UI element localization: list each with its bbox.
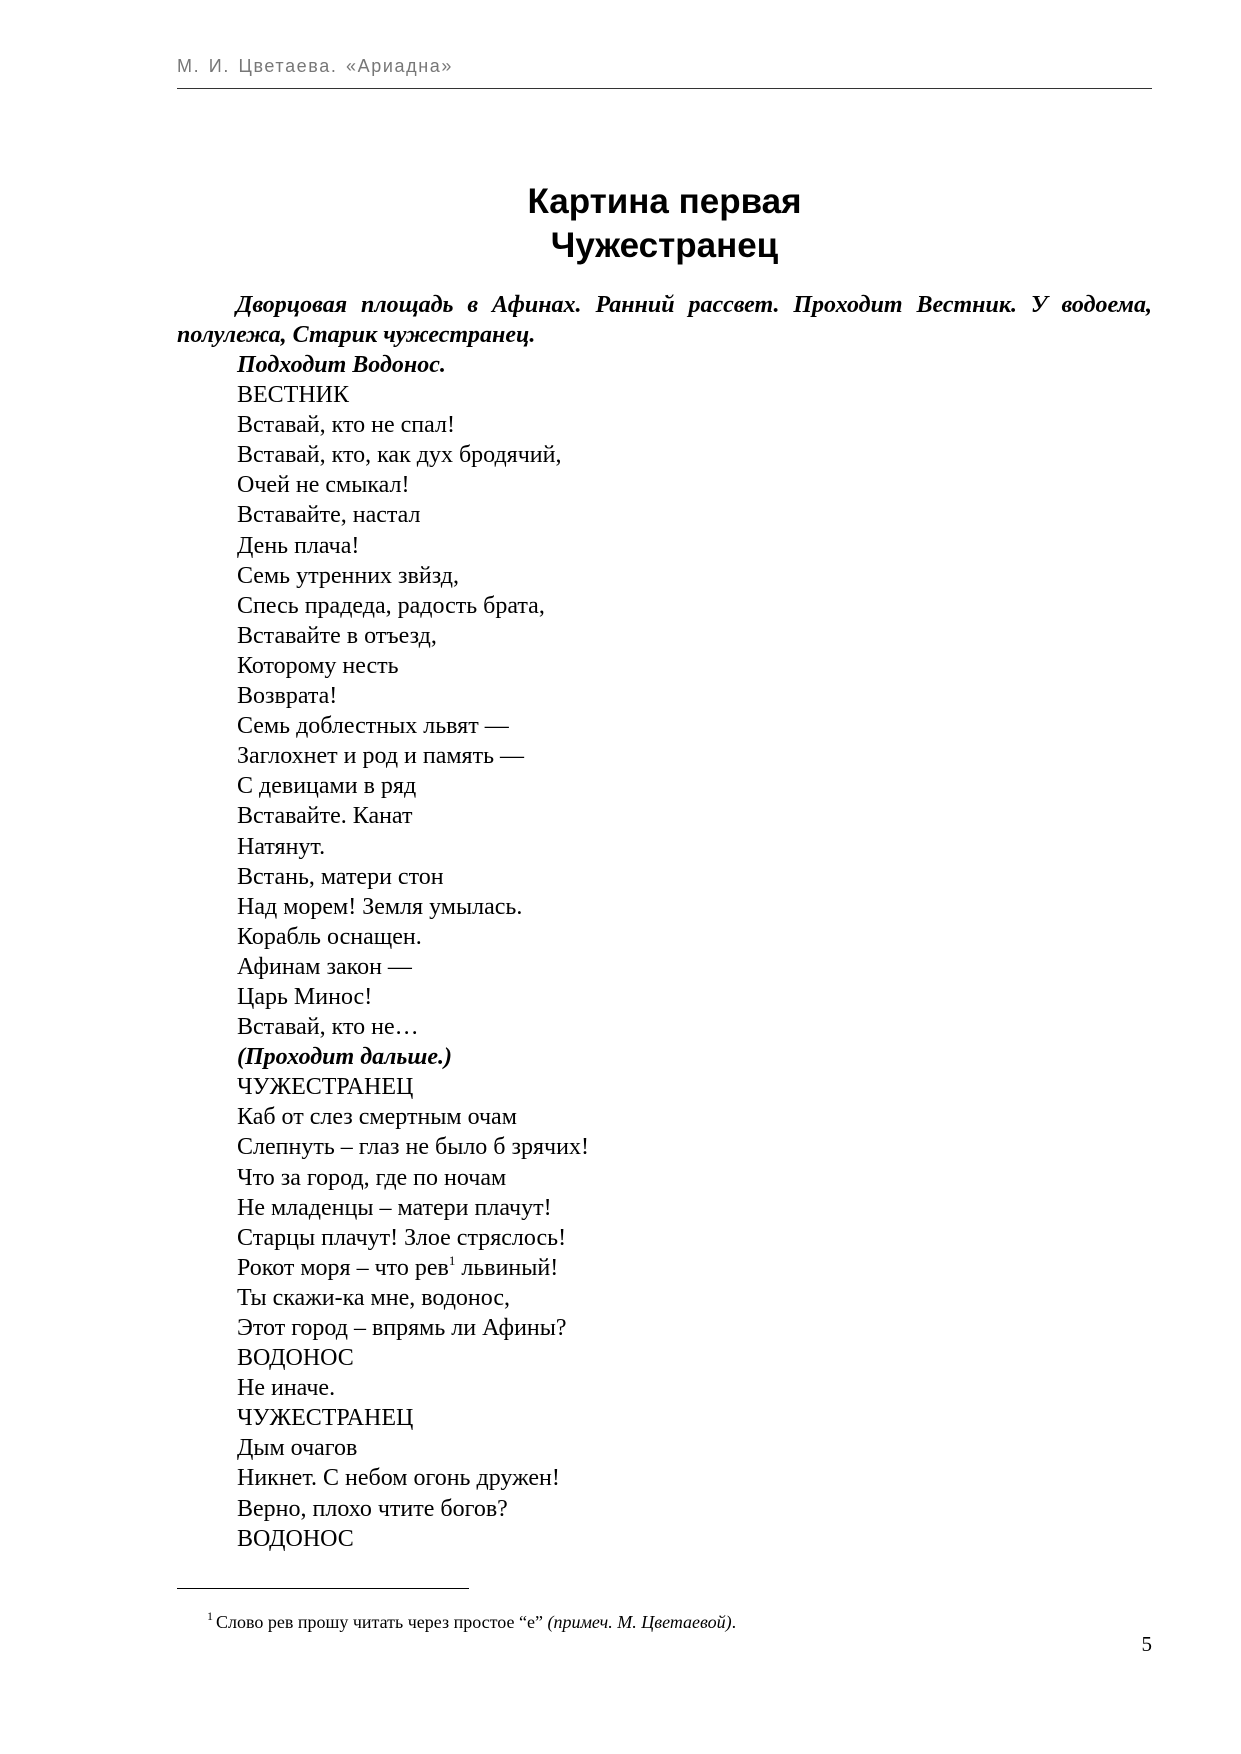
verse-line	[237, 1343, 1152, 1373]
verse-line	[237, 681, 1152, 711]
line-text: Никнет. С небом огонь дружен!	[237, 1465, 560, 1492]
line-text: (Проходит дальше.)	[237, 1044, 453, 1071]
verse-line	[237, 982, 1152, 1012]
line-text: Что за город, где по ночам	[237, 1164, 507, 1191]
verse-line	[237, 801, 1152, 831]
line-text: Не младенцы – матери плачут!	[237, 1194, 552, 1221]
line-text: Вставай, кто не…	[237, 1014, 419, 1041]
line-text: Вставайте. Канат	[237, 803, 413, 830]
verse-line	[237, 922, 1152, 952]
verse-line	[237, 591, 1152, 621]
stage-direction	[237, 1042, 1152, 1072]
line-text: Ты скажи-ка мне, водонос,	[237, 1284, 511, 1311]
line-text: Каб от слез смертным очам	[237, 1104, 517, 1131]
line-text: Афинам закон —	[237, 953, 412, 980]
verse-line	[237, 1163, 1152, 1193]
line-text: Возврата!	[237, 683, 338, 710]
stage-direction-intro: Дворцовая площадь в Афинах. Ранний рассвет. Проходит Вестник. У водоема, полулежа, Старик чужестранец.	[177, 292, 1152, 348]
verse-line	[237, 1283, 1152, 1313]
line-text: Семь утренних звйзд,	[237, 562, 459, 589]
line-text: Подходит Водонос.	[237, 352, 446, 378]
line-text: Заглохнет и род и память —	[237, 743, 525, 770]
verse-line	[237, 440, 1152, 470]
stage-direction	[237, 350, 1152, 380]
verse-line	[237, 741, 1152, 771]
verse-line	[237, 1463, 1152, 1493]
verse-line	[237, 771, 1152, 801]
line-text: Этот город – впрямь ли Афины?	[237, 1315, 567, 1341]
verse-line	[237, 862, 1152, 892]
footnote-mark: 1	[207, 1609, 213, 1623]
verse-line	[237, 1313, 1152, 1343]
line-text: ВОДОНОС	[237, 1345, 354, 1372]
line-text: ЧУЖЕСТРАНЕЦ	[237, 1405, 414, 1432]
verse-line	[237, 410, 1152, 440]
verse-line	[237, 561, 1152, 591]
verse-line	[237, 1012, 1152, 1042]
verse-line	[237, 651, 1152, 681]
verse-lines	[237, 350, 1152, 1554]
verse-line	[237, 500, 1152, 530]
line-text: Семь доблестных львят —	[237, 713, 509, 740]
footnote-rule	[177, 1588, 469, 1589]
line-text: Слепнуть – глаз не было б зрячих!	[237, 1134, 589, 1161]
line-text: Над морем! Земля умылась.	[237, 893, 523, 920]
verse-line	[237, 1433, 1152, 1463]
line-text: День плача!	[237, 532, 360, 559]
line-text: ВОДОНОС	[237, 1525, 354, 1552]
verse-line	[237, 1524, 1152, 1554]
verse-line	[237, 1373, 1152, 1403]
line-text: Корабль оснащен.	[237, 923, 422, 950]
verse-line	[237, 621, 1152, 651]
line-text: Натянут.	[237, 833, 326, 860]
line-text: Очей не смыкал!	[237, 472, 410, 499]
header-rule	[177, 88, 1152, 89]
verse-line	[237, 1102, 1152, 1132]
footnote-note: (примеч. М. Цветаевой)	[547, 1612, 732, 1632]
verse-line	[237, 832, 1152, 862]
line-text: Спесь прадеда, радость брата,	[237, 592, 545, 619]
scene-title: Картина первая	[527, 182, 802, 221]
verse-line	[237, 531, 1152, 561]
line-text: Царь Минос!	[237, 983, 373, 1010]
footnote-reference: 1	[448, 1252, 456, 1268]
page-number: 5	[1141, 1632, 1152, 1656]
line-text: Рокот моря – что рев	[237, 1254, 449, 1281]
footnote-text: Слово рев прошу читать через простое “е”	[216, 1612, 548, 1632]
verse-line	[237, 1223, 1152, 1253]
line-text: Не иначе.	[237, 1375, 336, 1402]
line-text: Вставай, кто не спал!	[237, 412, 455, 439]
verse-line	[237, 892, 1152, 922]
line-text: Верно, плохо чтите богов?	[237, 1495, 508, 1522]
line-text: ЧУЖЕСТРАНЕЦ	[237, 1074, 414, 1101]
line-text: Вставайте, настал	[237, 502, 421, 529]
verse-line	[237, 1494, 1152, 1524]
line-text: ВЕСТНИК	[237, 382, 350, 409]
verse-line	[237, 470, 1152, 500]
verse-line	[237, 952, 1152, 982]
footnote-end: .	[731, 1612, 737, 1632]
line-text: Которому несть	[237, 652, 399, 679]
scene-subtitle: Чужестранец	[550, 226, 779, 265]
verse-line	[237, 1132, 1152, 1162]
line-text: Вставай, кто, как дух бродячий,	[237, 442, 562, 469]
verse-line	[237, 711, 1152, 741]
verse-line	[237, 1253, 1152, 1283]
line-text: Вставайте в отъезд,	[237, 622, 437, 649]
line-text: С девицами в ряд	[237, 773, 417, 800]
footnote	[207, 1611, 736, 1635]
verse-line	[237, 1403, 1152, 1433]
verse-line	[237, 380, 1152, 410]
line-text: Встань, матери стон	[237, 863, 444, 890]
verse-line	[237, 1193, 1152, 1223]
verse-line	[237, 1072, 1152, 1102]
line-text: Старцы плачут! Злое стряслось!	[237, 1224, 567, 1251]
line-text-continued: львиный!	[455, 1254, 559, 1281]
running-head: М. И. Цветаева. «Ариадна»	[177, 56, 454, 76]
line-text: Дым очагов	[237, 1435, 358, 1462]
